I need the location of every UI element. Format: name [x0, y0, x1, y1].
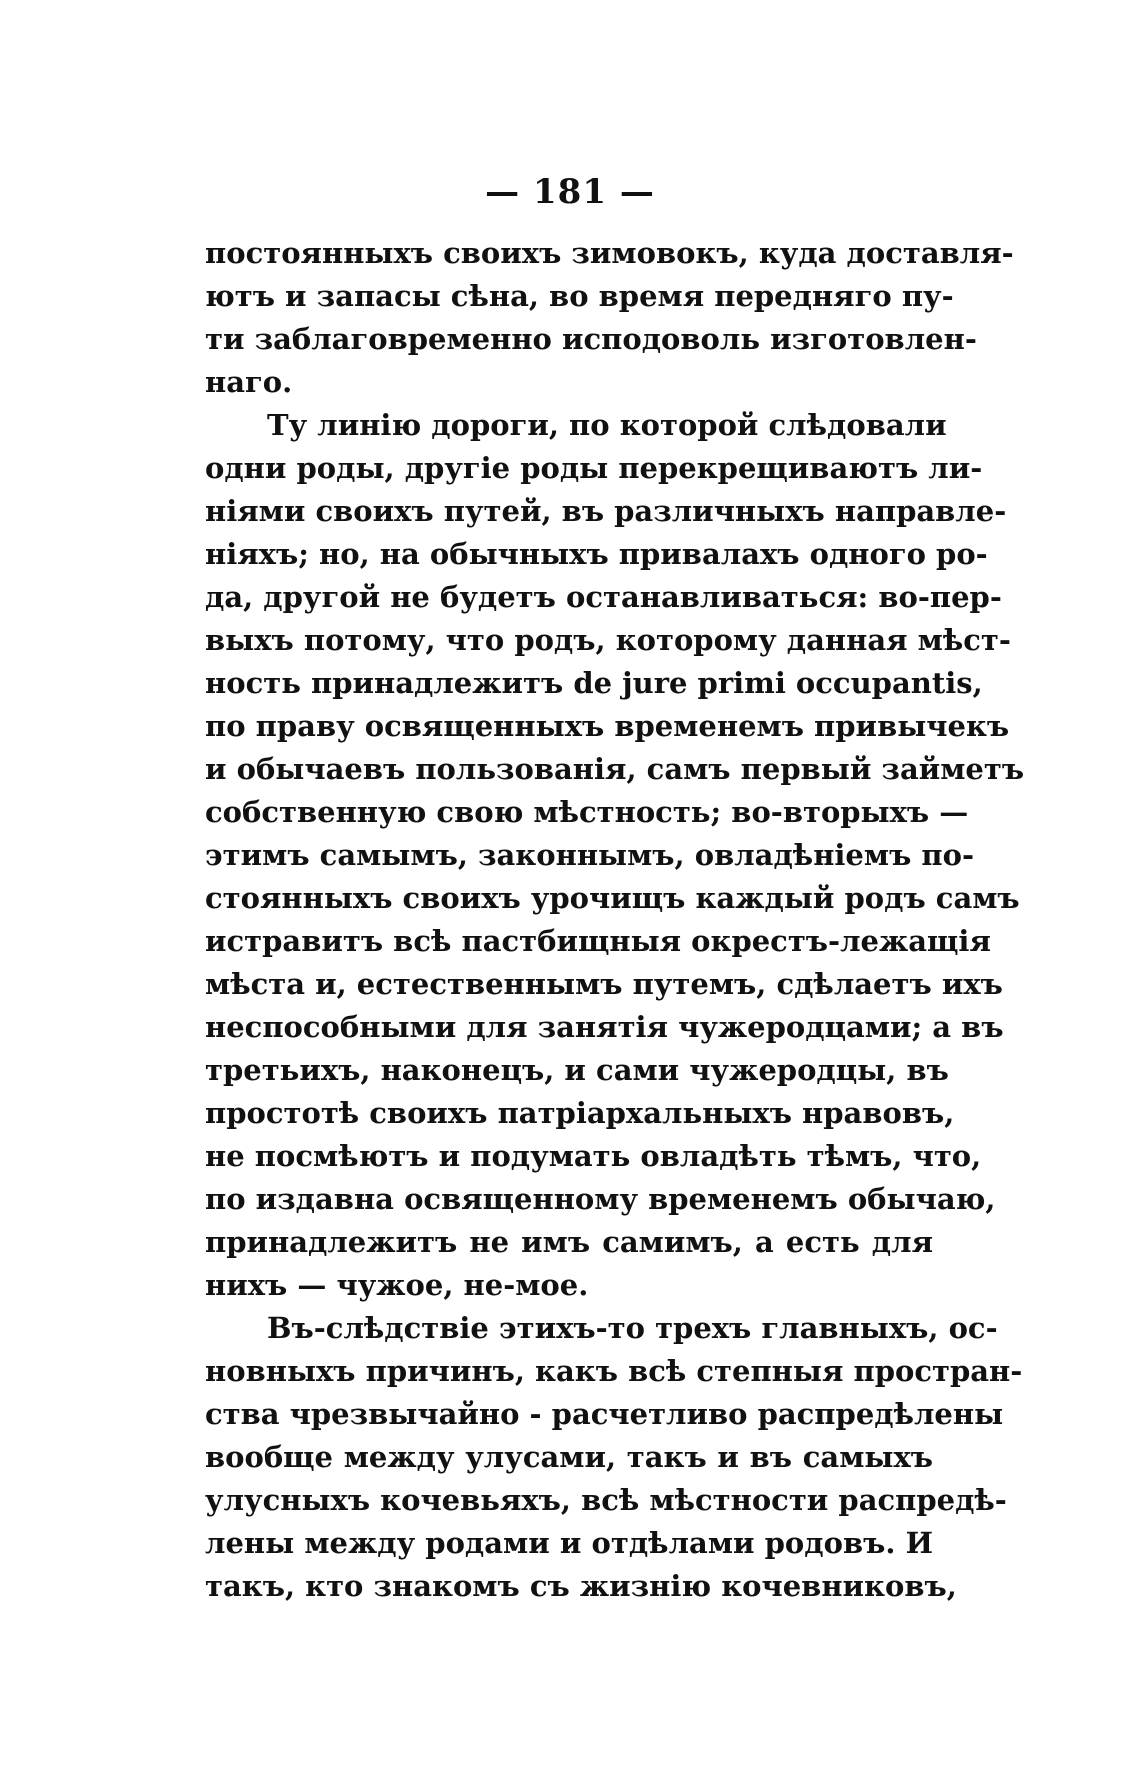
text-line: одни роды, другіе роды перекрещиваютъ ли- — [205, 451, 983, 485]
text-line: ютъ и запасы сѣна, во время передняго пу- — [205, 279, 954, 313]
body-text — [205, 232, 1025, 1608]
text-line: по праву освященныхъ временемъ привычекъ — [205, 709, 1010, 743]
text-line: истравитъ всѣ пастбищныя окрестъ-лежащія — [205, 924, 991, 958]
text-line: такъ, кто знакомъ съ жизнію кочевниковъ, — [205, 1569, 957, 1603]
text-line: лены между родами и отдѣлами родовъ. И — [205, 1526, 933, 1560]
text-line: принадлежитъ не имъ самимъ, а есть для — [205, 1225, 933, 1259]
text-line: ніяхъ; но, на обычныхъ привалахъ одного ро- — [205, 537, 988, 571]
text-line: улусныхъ кочевьяхъ, всѣ мѣстности распредѣ- — [205, 1483, 1007, 1517]
text-line: ти заблаговременно исподоволь изготовлен- — [205, 322, 977, 356]
text-line: простотѣ своихъ патріархальныхъ нравовъ, — [205, 1096, 955, 1130]
text-line: по издавна освященному временемъ обычаю, — [205, 1182, 996, 1216]
text-line: вообще между улусами, такъ и въ самыхъ — [205, 1440, 933, 1474]
text-line: постоянныхъ своихъ зимовокъ, куда доставля- — [205, 236, 1014, 270]
text-line: стоянныхъ своихъ урочищъ каждый родъ самъ — [205, 881, 1020, 915]
page-number: — 181 — — [485, 172, 655, 212]
text-line: выхъ потому, что родъ, которому данная мѣст- — [205, 623, 1011, 657]
text-line: новныхъ причинъ, какъ всѣ степныя простран- — [205, 1354, 1023, 1388]
text-line: ность принадлежитъ de jure primi occupantis, — [205, 666, 983, 700]
text-line: третьихъ, наконецъ, и сами чужеродцы, въ — [205, 1053, 949, 1087]
text-line: мѣста и, естественнымъ путемъ, сдѣлаетъ ихъ — [205, 967, 1003, 1001]
text-line: Ту линію дороги, по которой слѣдовали — [267, 408, 947, 442]
text-line: и обычаевъ пользованія, самъ первый займетъ — [205, 752, 1025, 786]
text-line: неспособными для занятія чужеродцами; а въ — [205, 1010, 1004, 1044]
text-line: да, другой не будетъ останавливаться: во-пер- — [205, 580, 1002, 614]
text-line: нихъ — чужое, не-мое. — [205, 1268, 589, 1302]
text-line: не посмѣютъ и подумать овладѣть тѣмъ, что, — [205, 1139, 982, 1173]
text-line: наго. — [205, 365, 293, 399]
text-line: этимъ самымъ, законнымъ, овладѣніемъ по- — [205, 838, 975, 872]
text-line: Въ-слѣдствіе этихъ-то трехъ главныхъ, ос- — [267, 1311, 998, 1345]
text-line: ніями своихъ путей, въ различныхъ направле- — [205, 494, 1007, 528]
text-line: ства чрезвычайно - расчетливо распредѣлены — [205, 1397, 1004, 1431]
text-line: собственную свою мѣстность; во-вторыхъ — — [205, 795, 969, 829]
